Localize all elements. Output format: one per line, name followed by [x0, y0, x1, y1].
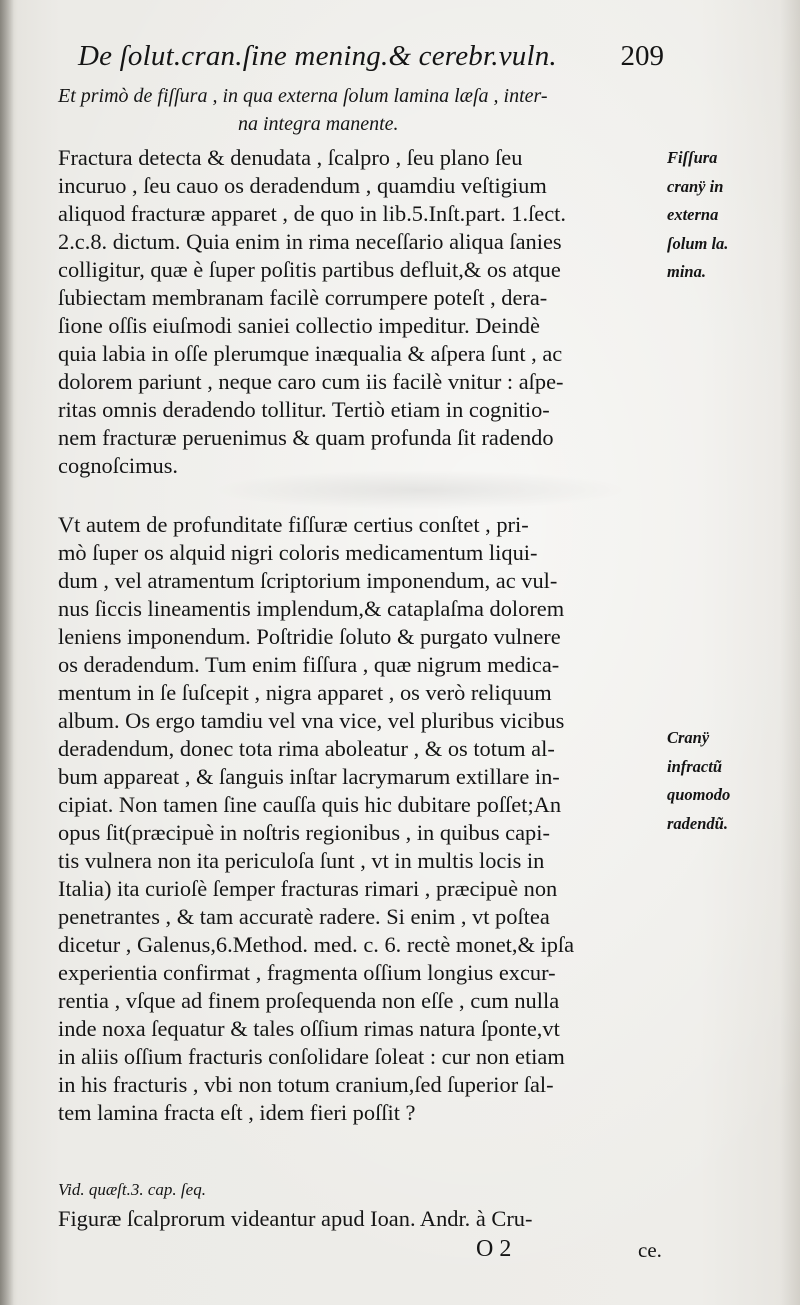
- text-line: cipiat. Non tamen ſine cauſſa quis hic dubitare poſſet;An: [58, 792, 562, 817]
- catchword: ce.: [638, 1238, 662, 1262]
- text-line: rentia , vſque ad finem proſequenda non eſſe , cum nulla: [58, 988, 560, 1013]
- text-line: Figuræ ſcalprorum videantur apud Ioan. Andr. à Cru-: [58, 1206, 533, 1231]
- heading-line: na integra manente.: [238, 113, 399, 135]
- text-line: colligitur, quæ è ſuper poſitis partibus defluit,& os atque: [58, 257, 561, 282]
- text-line: cognoſcimus.: [58, 453, 179, 478]
- margin-note-line: ſolum la.: [667, 233, 729, 253]
- text-line: album. Os ergo tamdiu vel vna vice, vel pluribus vicibus: [58, 708, 565, 733]
- text-line: opus ſit(præcipuè in noſtris regionibus , in quibus capi-: [58, 820, 550, 845]
- text-line: tem lamina fracta eſt , idem fieri poſſit ?: [58, 1100, 416, 1125]
- text-line: Vt autem de profunditate fiſſuræ certius conſtet , pri-: [58, 512, 529, 537]
- section-heading: [58, 82, 658, 138]
- text-line: dum , vel atramentum ſcriptorium imponendum, ac vul-: [58, 568, 558, 593]
- text-line: leniens imponendum. Poſtridie ſoluto & purgato vulnere: [58, 624, 561, 649]
- text-line: os deradendum. Tum enim fiſſura , quæ nigrum medica-: [58, 652, 560, 677]
- running-head: [60, 40, 664, 80]
- text-line: mò ſuper os alquid nigri coloris medicamentum liqui-: [58, 540, 538, 565]
- text-line: inde noxa ſequatur & tales oſſium rimas natura ſponte,vt: [58, 1016, 560, 1041]
- text-line: ſubiectam membranam facilè corrumpere poteſt , dera-: [58, 285, 548, 310]
- running-title: De ſolut.cran.ſine mening.& cerebr.vuln.: [78, 40, 557, 72]
- text-line: dicetur , Galenus,6.Method. med. c. 6. rectè monet,& ipſa: [58, 932, 575, 957]
- text-line: bum appareat , & ſanguis inſtar lacrymarum extillare in-: [58, 764, 560, 789]
- heading-line: Et primò de fiſſura , in qua externa ſolum lamina læſa , inter-: [58, 85, 548, 107]
- paragraph-1: [58, 144, 668, 480]
- text-line: 2.c.8. dictum. Quia enim in rima neceſſario aliqua ſanies: [58, 229, 562, 254]
- text-line: tis vulnera non ita periculoſa ſunt , vt in multis locis in: [58, 848, 545, 873]
- cross-reference: Vid. quæſt.3. cap. ſeq.: [58, 1180, 206, 1199]
- text-line: ritas omnis deradendo tollitur. Tertiò etiam in cognitio-: [58, 397, 550, 422]
- text-line: in his fracturis , vbi non totum cranium,ſed ſuperior ſal-: [58, 1072, 554, 1097]
- text-line: Fractura detecta & denudata , ſcalpro , ſeu plano ſeu: [58, 145, 523, 170]
- text-line: dolorem pariunt , neque caro cum iis facilè vnitur : aſpe-: [58, 369, 564, 394]
- margin-note-line: cranÿ in: [667, 176, 724, 196]
- paragraph-2: [58, 511, 668, 1127]
- margin-note-line: quomodo: [667, 785, 731, 804]
- margin-note-scraping: [667, 724, 730, 838]
- text-line: incuruo , ſeu cauo os deradendum , quamdiu veſtigium: [58, 173, 547, 198]
- text-line: nem fracturæ peruenimus & quam profunda ſit radendo: [58, 425, 554, 450]
- margin-note-line: Cranÿ: [667, 728, 710, 747]
- text-line: in aliis oſſium fracturis conſolidare ſoleat : cur non etiam: [58, 1044, 565, 1069]
- text-line: deradendum, donec tota rima aboleatur , & os totum al-: [58, 736, 555, 761]
- text-line: quia labia in oſſe plerumque inæqualia & aſpera ſunt , ac: [58, 341, 563, 366]
- margin-note-fissure: [667, 144, 728, 287]
- paragraph-3: [58, 1205, 668, 1233]
- margin-note-line: radendũ.: [667, 813, 728, 833]
- margin-note-line: infractũ: [667, 756, 723, 776]
- text-line: penetrantes , & tam accuratè radere. Si enim , vt poſtea: [58, 904, 550, 929]
- margin-note-line: Fiſſura: [667, 148, 718, 167]
- text-line: Italia) ita curioſè ſemper fracturas rimari , præcipuè non: [58, 876, 558, 901]
- text-line: nus ſiccis lineamentis implendum,& cataplaſma dolorem: [58, 596, 565, 621]
- signature-mark: O 2: [476, 1236, 512, 1262]
- binding-shadow: [0, 0, 14, 1305]
- text-line: ſione oſſis eiuſmodi saniei collectio impeditur. Deindè: [58, 313, 540, 338]
- margin-note-line: externa: [667, 205, 719, 224]
- text-line: mentum in ſe ſuſcepit , nigra apparet , os verò reliquum: [58, 680, 552, 705]
- page-number: 209: [620, 40, 664, 72]
- margin-note-line: mina.: [667, 262, 706, 281]
- text-line: experientia confirmat , fragmenta oſſium longius excur-: [58, 960, 556, 985]
- text-line: aliquod fracturæ apparet , de quo in lib.5.Inſt.part. 1.ſect.: [58, 201, 566, 226]
